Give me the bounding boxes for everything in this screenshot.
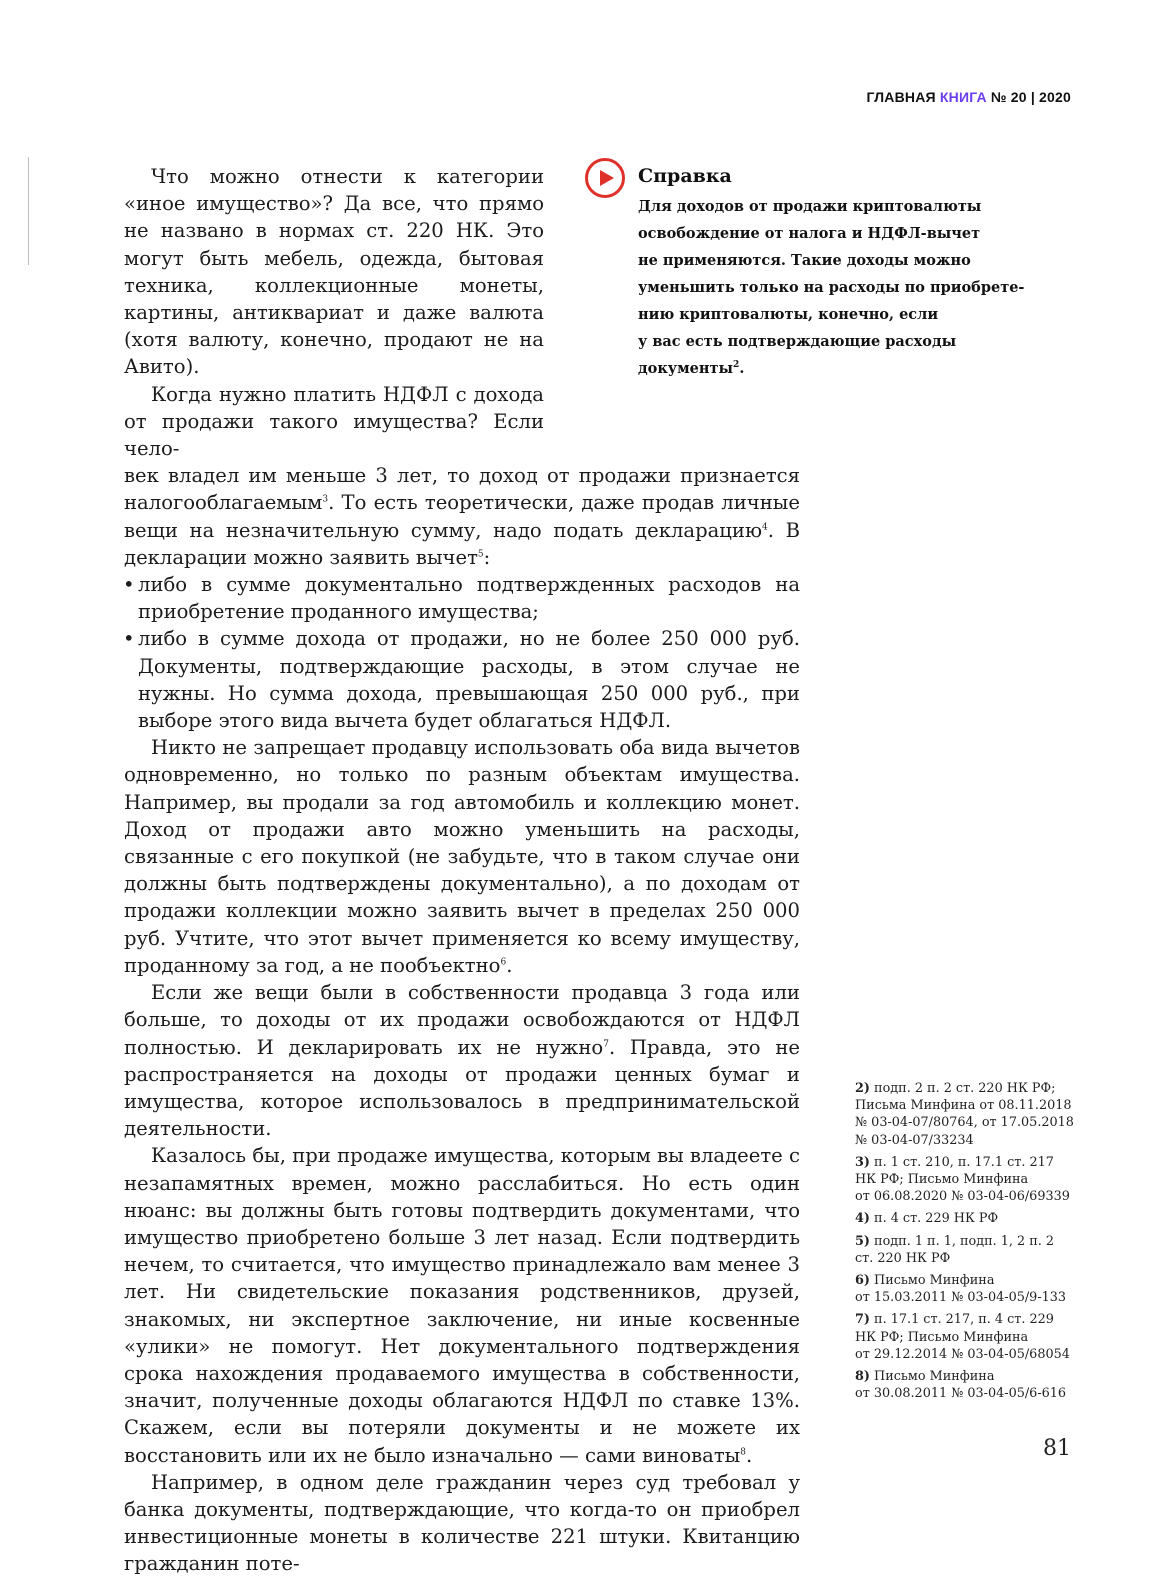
footnote-ref-8[interactable]: 8 [740,1447,747,1458]
brand-accent: КНИГА [939,89,987,105]
footnote-ref-2[interactable]: 2 [733,360,740,371]
footnote-line: 3) п. 1 ст. 210, п. 17.1 ст. 217 [855,1154,1054,1170]
footnote-line: 2) подп. 2 п. 2 ст. 220 НК РФ; [855,1081,1056,1096]
footnote-ref-6[interactable]: 6 [500,957,507,968]
footnote-number: 4) [855,1211,870,1227]
paragraph-1: Что можно отнести к категории «иное имущество»? Да все, что прямо не названо в нормах ст. 220 НК. Это могут быть мебель, одежда, бытовая техника, коллекционные монеты, картины, антиквариат и даже валюта (хотя валюту, конечно, продают не на Авито). [124,165,544,379]
info-line: нию криптовалюты, конечно, если [638,306,939,323]
info-line: освобождение от налога и НДФЛ-вычет [638,225,981,242]
footnote-ref-5[interactable]: 5 [477,549,484,560]
footnote [855,1311,1085,1363]
footnote-number: 5) [855,1233,870,1249]
footnote-line: Письма Минфина от 08.11.2018 [855,1098,1072,1114]
footnote-line: № 03-04-07/80764, от 17.05.2018 [855,1115,1074,1131]
footnote-line: от 30.08.2011 № 03-04-05/6-616 [855,1386,1067,1402]
footnote-line: НК РФ; Письмо Минфина [855,1172,1029,1188]
play-icon [584,157,626,199]
margin-divider [28,157,29,265]
info-line: уменьшить только на расходы по приобрете- [638,279,1025,296]
footnote-ref-4[interactable]: 4 [762,522,768,533]
footnote-line: 4) п. 4 ст. 229 НК РФ [855,1211,999,1227]
paragraph-2-cont: век владел им меньше 3 лет, то доход от продажи признается налогооблагаемым$^3$. То есть теоретически, даже продав личные вещи на незначительную сумму, надо подать декларацию$^4$. В декларации можно заявить вычет$^5$: [124,464,801,569]
paragraph-2-start: Когда нужно платить НДФЛ с дохода от продажи такого имущества? Если чело- [124,382,544,461]
footnote [855,1080,1085,1149]
bullet-icon: • [123,627,135,651]
info-line: у вас есть подтверждающие расходы [638,333,957,350]
footnote-number: 7) [855,1312,870,1328]
magazine-header [867,89,1072,105]
deduction-list [124,571,800,734]
info-line: не применяются. Такие доходы можно [638,252,971,269]
footnote-line: 7) п. 17.1 ст. 217, п. 4 ст. 229 [855,1312,1054,1328]
issue-number: № 20 | 2020 [986,89,1071,105]
footnote-line: 8) Письмо Минфина [855,1369,995,1385]
footnote-line: от 29.12.2014 № 03-04-05/68054 [855,1346,1070,1362]
footnote-line: НК РФ; Письмо Минфина [855,1329,1029,1345]
footnote-line: 6) Письмо Минфина [855,1273,995,1289]
footnote-number: 6) [855,1273,870,1289]
footnote-line: от 15.03.2011 № 03-04-05/9-133 [855,1290,1067,1306]
footnote-line: № 03-04-07/33234 [855,1132,974,1148]
footnotes [855,1080,1085,1407]
footnote-line: 5) подп. 1 п. 1, подп. 1, 2 п. 2 [855,1233,1055,1249]
info-box-text [638,193,1048,382]
info-line: документы$^2$. [638,360,745,377]
info-line: Для доходов от продажи криптовалюты [638,198,982,215]
paragraph-4: Если же вещи были в собственности продавца 3 года или больше, то доходы от их продажи освобождаются от НДФЛ полностью. И декларировать их не нужно$^7$. Правда, это не распространяется на доходы от продажи ценных бумаг и имущества, которое использовалось в предпринимательской деятельности. [124,981,800,1141]
footnote-number: 8) [855,1369,870,1385]
footnote-number: 2) [855,1081,870,1096]
footnote-ref-3[interactable]: 3 [322,494,329,505]
paragraph-5: Казалось бы, при продаже имущества, которым вы владеете с незапамятных времен, можно расслабиться. Но есть один нюанс: вы должны быть готовы подтвердить документами, что имущество приобретено больше 3 лет назад. Если подтвердить нечем, то считается, что имущество принадлежало вам менее 3 лет. Ни свидетельские показания родственников, друзей, знакомых, ни экспертное заключение, ни иные косвенные «улики» не помогут. Нет документального подтверждения срока нахождения продаваемого имущества в собственности, значит, полученные доходы облагаются НДФЛ по ставке 13%. Скажем, если вы потеряли документы и не можете их восстановить или их не было изначально — сами виноваты$^8$. [124,1144,800,1467]
footnote-line: от 06.08.2020 № 03-04-06/69339 [855,1189,1070,1205]
footnote [855,1368,1085,1402]
footnote [855,1272,1085,1306]
paragraph-6: Например, в одном деле гражданин через суд требовал у банка документы, подтверждающие, что когда-то он приобрел инвестиционные монеты в количестве 221 штуки. Квитанцию гражданин поте- [124,1470,800,1576]
list-item: • либо в сумме документально подтвержденных расходов на приобретение проданного имущества; [123,573,800,624]
footnote [855,1210,1085,1227]
footnote [855,1154,1085,1206]
footnote [855,1233,1085,1267]
paragraph-3: Никто не запрещает продавцу использовать оба вида вычетов одновременно, но только по разным объектам имущества. Например, вы продали за год автомобиль и коллекцию монет. Доход от продажи авто можно уменьшить на расходы, связанные с его покупкой (не забудьте, что в таком случае они должны быть подтверждены документально), а по доходам от продажи коллекции можно заявить вычет в пределах 250 000 руб. Учтите, что этот вычет применяется ко всему имуществу, проданному за год, а не пообъектно$^6$. [124,736,800,977]
footnote-ref-7[interactable]: 7 [603,1038,609,1049]
info-box-title: Справка [638,165,732,187]
brand-name: ГЛАВНАЯ [866,89,940,105]
list-item: • либо в сумме дохода от продажи, но не более 250 000 руб. Документы, подтверждающие расходы, в этом случае не нужны. Но сумма дохода, превышающая 250 000 руб., при выборе этого вида вычета будет облагаться НДФЛ. [123,627,800,733]
footnote-line: ст. 220 НК РФ [855,1250,951,1266]
page-number: 81 [1043,1436,1071,1461]
footnote-number: 3) [855,1154,870,1170]
bullet-icon: • [123,573,135,597]
